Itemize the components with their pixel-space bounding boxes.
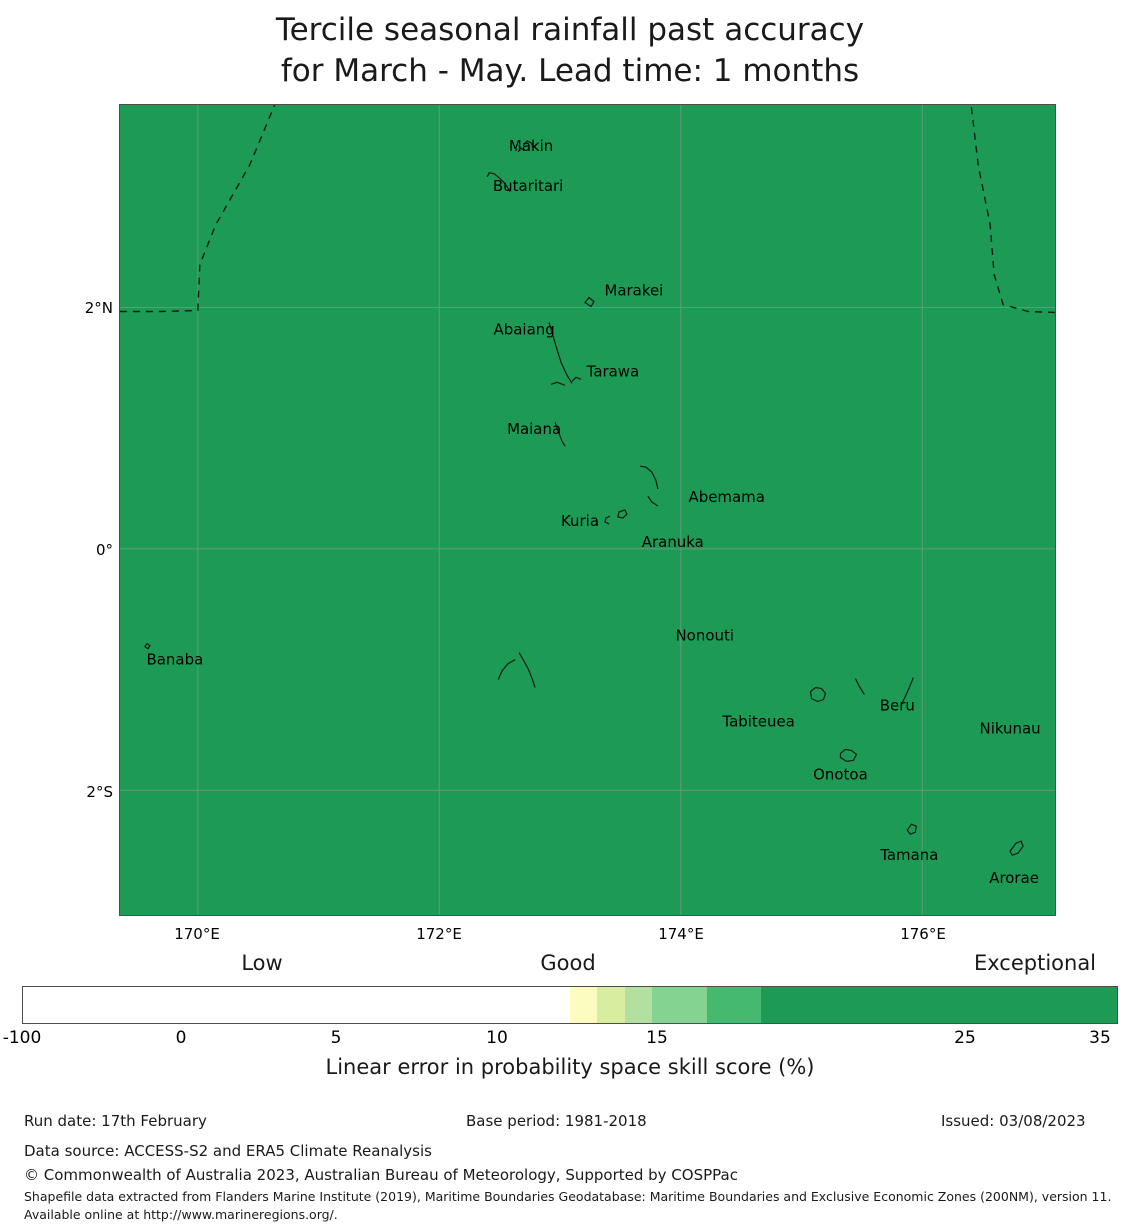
footer-issued: Issued: 03/08/2023 bbox=[941, 1112, 1086, 1130]
colorbar[interactable] bbox=[22, 986, 1118, 1024]
x-tick-174e: 174°E bbox=[658, 925, 704, 943]
footer-data-source: Data source: ACCESS-S2 and ERA5 Climate Reanalysis bbox=[24, 1142, 432, 1160]
map-panel[interactable] bbox=[119, 104, 1056, 916]
footer-copyright: © Commonwealth of Australia 2023, Australian Bureau of Meteorology, Supported by COSPPac bbox=[24, 1166, 738, 1184]
map-place-label: Tamana bbox=[880, 846, 939, 865]
colorbar-category-good: Good bbox=[540, 951, 596, 975]
map-place-label: Maiana bbox=[507, 420, 562, 439]
colorbar-segment-0 bbox=[23, 987, 570, 1023]
footer-shapefile-note: Shapefile data extracted from Flanders Marine Institute (2019), Maritime Boundaries Geodatabase: Maritime Boundaries and Exclusive Economic Zones (200NM), version 11. Available online at http://www.marineregions.org/. bbox=[24, 1189, 1112, 1222]
x-tick-172e: 172°E bbox=[416, 925, 462, 943]
colorbar-tick-35: 35 bbox=[1089, 1028, 1111, 1048]
map-place-label: Tabiteuea bbox=[722, 712, 795, 731]
map-place-label: Nikunau bbox=[979, 719, 1041, 738]
map-canvas bbox=[120, 105, 1055, 915]
colorbar-tick-15: 15 bbox=[646, 1028, 668, 1048]
map-place-label: Abaiang bbox=[493, 320, 555, 339]
colorbar-tick-0: 0 bbox=[175, 1028, 187, 1048]
colorbar-segment-2 bbox=[597, 987, 624, 1023]
map-place-label: Banaba bbox=[146, 650, 204, 669]
colorbar-tick-10: 10 bbox=[486, 1028, 508, 1048]
page-title bbox=[0, 10, 1140, 92]
map-place-label: Marakei bbox=[604, 281, 664, 300]
colorbar-segment-1 bbox=[570, 987, 597, 1023]
y-tick-2s: 2°S bbox=[86, 783, 113, 801]
x-tick-176e: 176°E bbox=[900, 925, 946, 943]
island-coastlines bbox=[145, 141, 1023, 855]
y-tick-0: 0° bbox=[95, 541, 113, 559]
colorbar-category-exceptional: Exceptional bbox=[973, 951, 1097, 975]
colorbar-segment-4 bbox=[652, 987, 707, 1023]
colorbar-tick-25: 25 bbox=[954, 1028, 976, 1048]
colorbar-segment-3 bbox=[625, 987, 652, 1023]
map-gridlines bbox=[120, 105, 1055, 915]
colorbar-tick-5: 5 bbox=[330, 1028, 342, 1048]
map-place-label: Nonouti bbox=[675, 626, 734, 645]
map-place-label: Arorae bbox=[989, 869, 1039, 888]
map-place-label: Onotoa bbox=[813, 765, 868, 784]
colorbar-tick--100: -100 bbox=[2, 1028, 42, 1048]
y-tick-2n: 2°N bbox=[84, 299, 113, 317]
eez-boundary bbox=[120, 105, 1055, 312]
title-line-1: Tercile seasonal rainfall past accuracy bbox=[275, 12, 865, 48]
title-line-2: for March - May. Lead time: 1 months bbox=[280, 53, 860, 89]
footer-base-period: Base period: 1981-2018 bbox=[466, 1112, 647, 1130]
colorbar-segment-6 bbox=[761, 987, 1117, 1023]
x-tick-170e: 170°E bbox=[174, 925, 220, 943]
map-place-label: Tarawa bbox=[586, 362, 640, 381]
colorbar-segment-5 bbox=[707, 987, 762, 1023]
colorbar-axis-label: Linear error in probability space skill score (%) bbox=[325, 1055, 815, 1079]
map-place-label: Abemama bbox=[688, 488, 765, 507]
colorbar-category-low: Low bbox=[241, 951, 283, 975]
map-place-label: Butaritari bbox=[492, 176, 564, 195]
place-labels bbox=[147, 137, 1041, 887]
footer-run-date: Run date: 17th February bbox=[24, 1112, 207, 1130]
map-place-label: Makin bbox=[508, 136, 554, 155]
map-place-label: Kuria bbox=[561, 511, 600, 530]
map-place-label: Aranuka bbox=[641, 532, 704, 551]
map-place-label: Beru bbox=[879, 696, 915, 715]
